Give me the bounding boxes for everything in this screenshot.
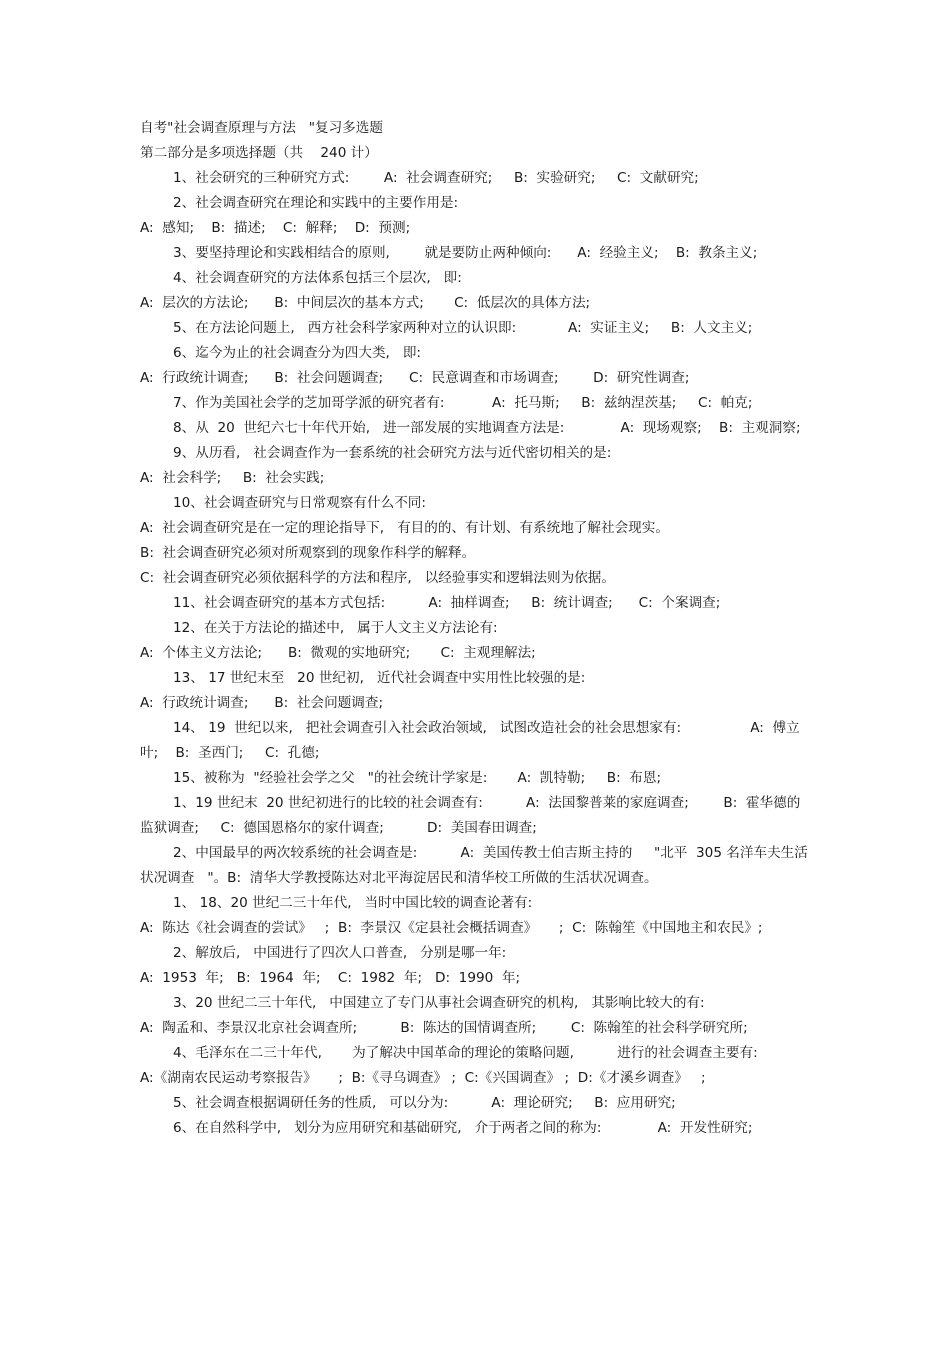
question-line: 15、被称为 "经验社会学之父 "的社会统计学家是: A: 凯特勒; B: 布恩; [173,770,662,786]
question-line: 4、社会调查研究的方法体系包括三个层次, 即: [173,270,462,286]
question-line: 6、在自然科学中, 划分为应用研究和基础研究, 介于两者之间的称为: A: 开发性研究; [173,1120,753,1136]
question-line: 6、迄今为止的社会调查分为四大类, 即: [173,345,422,361]
question-line: 1、19 世纪末 20 世纪初进行的比较的社会调查有: A: 法国黎普莱的家庭调查; B: 霍华德的监狱调查; C: 德国恩格尔的家什调查; D: 美国春田调查; [140,795,801,836]
answer-line: A: 行政统计调查; B: 社会问题调查; [140,695,384,711]
question-line: 4、毛泽东在二三十年代, 为了解决中国革命的理论的策略问题, 进行的社会调查主要有: [173,1045,758,1061]
question-line: 2、社会调查研究在理论和实践中的主要作用是: [173,195,459,211]
answer-line: A: 感知; B: 描述; C: 解释; D: 预测; [140,220,411,236]
document-title: 自考"社会调查原理与方法 "复习多选题 [140,120,383,136]
question-line: 1、社会研究的三种研究方式: A: 社会调查研究; B: 实验研究; C: 文献研究; [173,170,699,186]
answer-line: A: 行政统计调查; B: 社会问题调查; C: 民意调查和市场调查; D: 研究性调查; [140,370,690,386]
question-line: 5、社会调查根据调研任务的性质, 可以分为: A: 理论研究; B: 应用研究; [173,1095,676,1111]
answer-line: A: 个体主义方法论; B: 微观的实地研究; C: 主观理解法; [140,645,536,661]
answer-line: A: 陶孟和、李景汉北京社会调查所; B: 陈达的国情调查所; C: 陈翰笙的社会科学研究所; [140,1020,748,1036]
section-heading: 第二部分是多项选择题（共 240 计） [140,145,378,161]
question-line: 3、要坚持理论和实践相结合的原则, 就是要防止两种倾向: A: 经验主义; B: 教条主义; [173,245,758,261]
document-body [140,116,808,1141]
question-line: 9、从历看, 社会调查作为一套系统的社会研究方法与近代密切相关的是: [173,445,612,461]
question-line: 2、解放后, 中国进行了四次人口普查, 分别是哪一年: [173,945,507,961]
question-line: 14、 19 世纪以来, 把社会调查引入社会政治领域, 试图改造社会的社会思想家有: A: 傅立叶; B: 圣西门; C: 孔德; [140,720,800,761]
question-line: 5、在方法论问题上, 西方社会科学家两种对立的认识即: A: 实证主义; B: 人文主义; [173,320,753,336]
question-line: 2、中国最早的两次较系统的社会调查是: A: 美国传教士伯吉斯主持的 "北平 305 名洋车夫生活状况调查 "。B: 清华大学教授陈达对北平海淀居民和清华校工所做的生活状况调查。 [140,845,808,886]
question-list [140,166,808,1141]
question-line: 7、作为美国社会学的芝加哥学派的研究者有: A: 托马斯; B: 兹纳涅茨基; C: 帕克; [173,395,753,411]
answer-line: A: 社会科学; B: 社会实践; [140,470,325,486]
question-line: 10、社会调查研究与日常观察有什么不同: [173,495,426,511]
question-line: 13、 17 世纪末至 20 世纪初, 近代社会调查中实用性比较强的是: [173,670,586,686]
question-line: 11、社会调查研究的基本方式包括: A: 抽样调查; B: 统计调查; C: 个案调查; [173,595,721,611]
answer-line: C: 社会调查研究必须依据科学的方法和程序, 以经验事实和逻辑法则为依据。 [140,570,615,586]
answer-line: A: 陈达《社会调查的尝试》 ; B: 李景汉《定县社会概括调查》 ; C: 陈翰笙《中国地主和农民》; [140,920,763,936]
answer-line: A:《湖南农民运动考察报告》 ; B:《寻乌调查》 ; C:《兴国调查》 ; D:《才溪乡调查》 ; [140,1070,706,1086]
question-line: 3、20 世纪二三十年代, 中国建立了专门从事社会调查研究的机构, 其影响比较大的有: [173,995,705,1011]
answer-line: A: 社会调查研究是在一定的理论指导下, 有目的的、有计划、有系统地了解社会现实。 [140,520,669,536]
answer-line: A: 1953 年; B: 1964 年; C: 1982 年; D: 1990 年; [140,970,521,986]
question-line: 8、从 20 世纪六七十年代开始, 进一部发展的实地调查方法是: A: 现场观察; B: 主观洞察; [173,420,801,436]
question-line: 1、 18、20 世纪二三十年代, 当时中国比较的调查论著有: [173,895,533,911]
answer-line: B: 社会调查研究必须对所观察到的现象作科学的解释。 [140,545,476,561]
question-line: 12、在关于方法论的描述中, 属于人文主义方法论有: [173,620,498,636]
answer-line: A: 层次的方法论; B: 中间层次的基本方式; C: 低层次的具体方法; [140,295,591,311]
